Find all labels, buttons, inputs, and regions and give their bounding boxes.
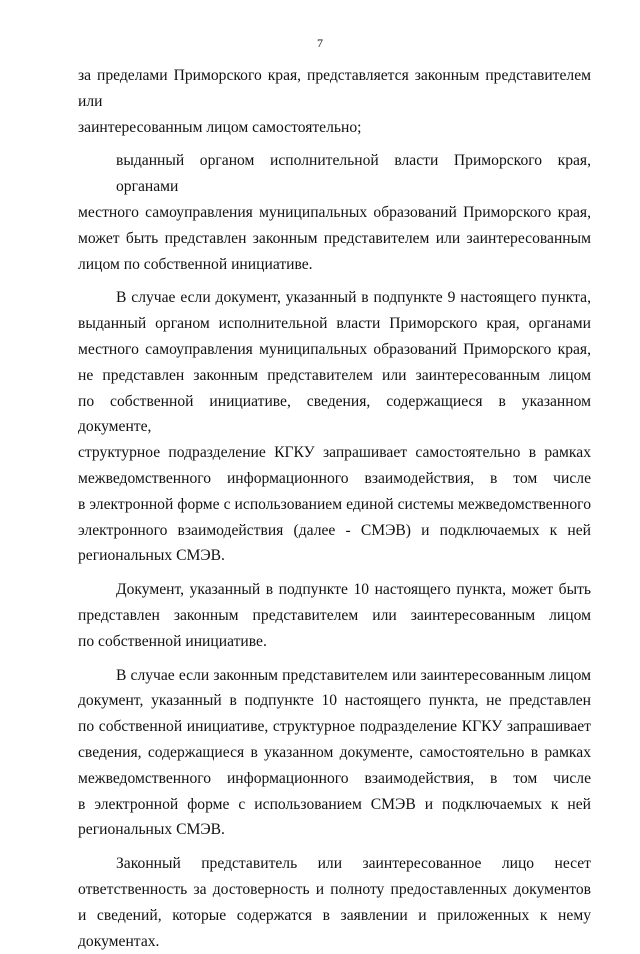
page-number: 7	[0, 36, 640, 50]
text-line: сведения, содержащиеся в указанном документе, самостоятельно в рамках	[78, 740, 591, 766]
text-line: межведомственного информационного взаимодействия, в том числе	[78, 766, 591, 792]
text-line: межведомственного информационного взаимодействия, в том числе	[78, 466, 591, 492]
text-line: электронного взаимодействия (далее - СМЭВ) и подключаемых к ней	[78, 518, 591, 544]
paragraph	[78, 663, 591, 844]
text-line: местного самоуправления муниципальных образований Приморского края,	[78, 337, 591, 363]
text-line: в электронной форме с использованием СМЭВ и подключаемых к ней	[78, 792, 591, 818]
text-line: Законный представитель или заинтересованное лицо несет	[78, 851, 591, 877]
text-line: региональных СМЭВ.	[78, 543, 591, 569]
text-line: В случае если документ, указанный в подпункте 9 настоящего пункта,	[78, 285, 591, 311]
paragraph-continuation	[78, 63, 591, 140]
paragraph	[78, 285, 591, 569]
text-line: представлен законным представителем или заинтересованным лицом	[78, 603, 591, 629]
paragraph	[78, 148, 591, 277]
text-line: местного самоуправления муниципальных образований Приморского края,	[78, 200, 591, 226]
text-line: Документ, указанный в подпункте 10 настоящего пункта, может быть	[78, 577, 591, 603]
text-line: документах.	[78, 929, 591, 954]
text-line: и сведений, которые содержатся в заявлении и приложенных к нему	[78, 903, 591, 929]
text-line: может быть представлен законным представителем или заинтересованным	[78, 226, 591, 252]
text-line: по собственной инициативе, структурное подразделение КГКУ запрашивает	[78, 714, 591, 740]
text-line: заинтересованным лицом самостоятельно;	[78, 115, 591, 141]
text-line: в электронной форме с использованием единой системы межведомственного	[78, 492, 591, 518]
text-line: за пределами Приморского края, представляется законным представителем или	[78, 63, 591, 115]
paragraph	[78, 851, 591, 954]
text-line: структурное подразделение КГКУ запрашивает самостоятельно в рамках	[78, 440, 591, 466]
text-line: не представлен законным представителем или заинтересованным лицом	[78, 363, 591, 389]
text-line: выданный органом исполнительной власти Приморского края, органами	[78, 311, 591, 337]
text-line: лицом по собственной инициативе.	[78, 252, 591, 278]
document-body	[78, 63, 591, 954]
text-line: региональных СМЭВ.	[78, 817, 591, 843]
text-line: ответственность за достоверность и полноту предоставленных документов	[78, 877, 591, 903]
text-line: по собственной инициативе.	[78, 629, 591, 655]
text-line: В случае если законным представителем или заинтересованным лицом	[78, 663, 591, 689]
text-line: документ, указанный в подпункте 10 настоящего пункта, не представлен	[78, 688, 591, 714]
text-line: выданный органом исполнительной власти Приморского края, органами	[78, 148, 591, 200]
paragraph	[78, 577, 591, 654]
text-line: по собственной инициативе, сведения, содержащиеся в указанном документе,	[78, 389, 591, 441]
